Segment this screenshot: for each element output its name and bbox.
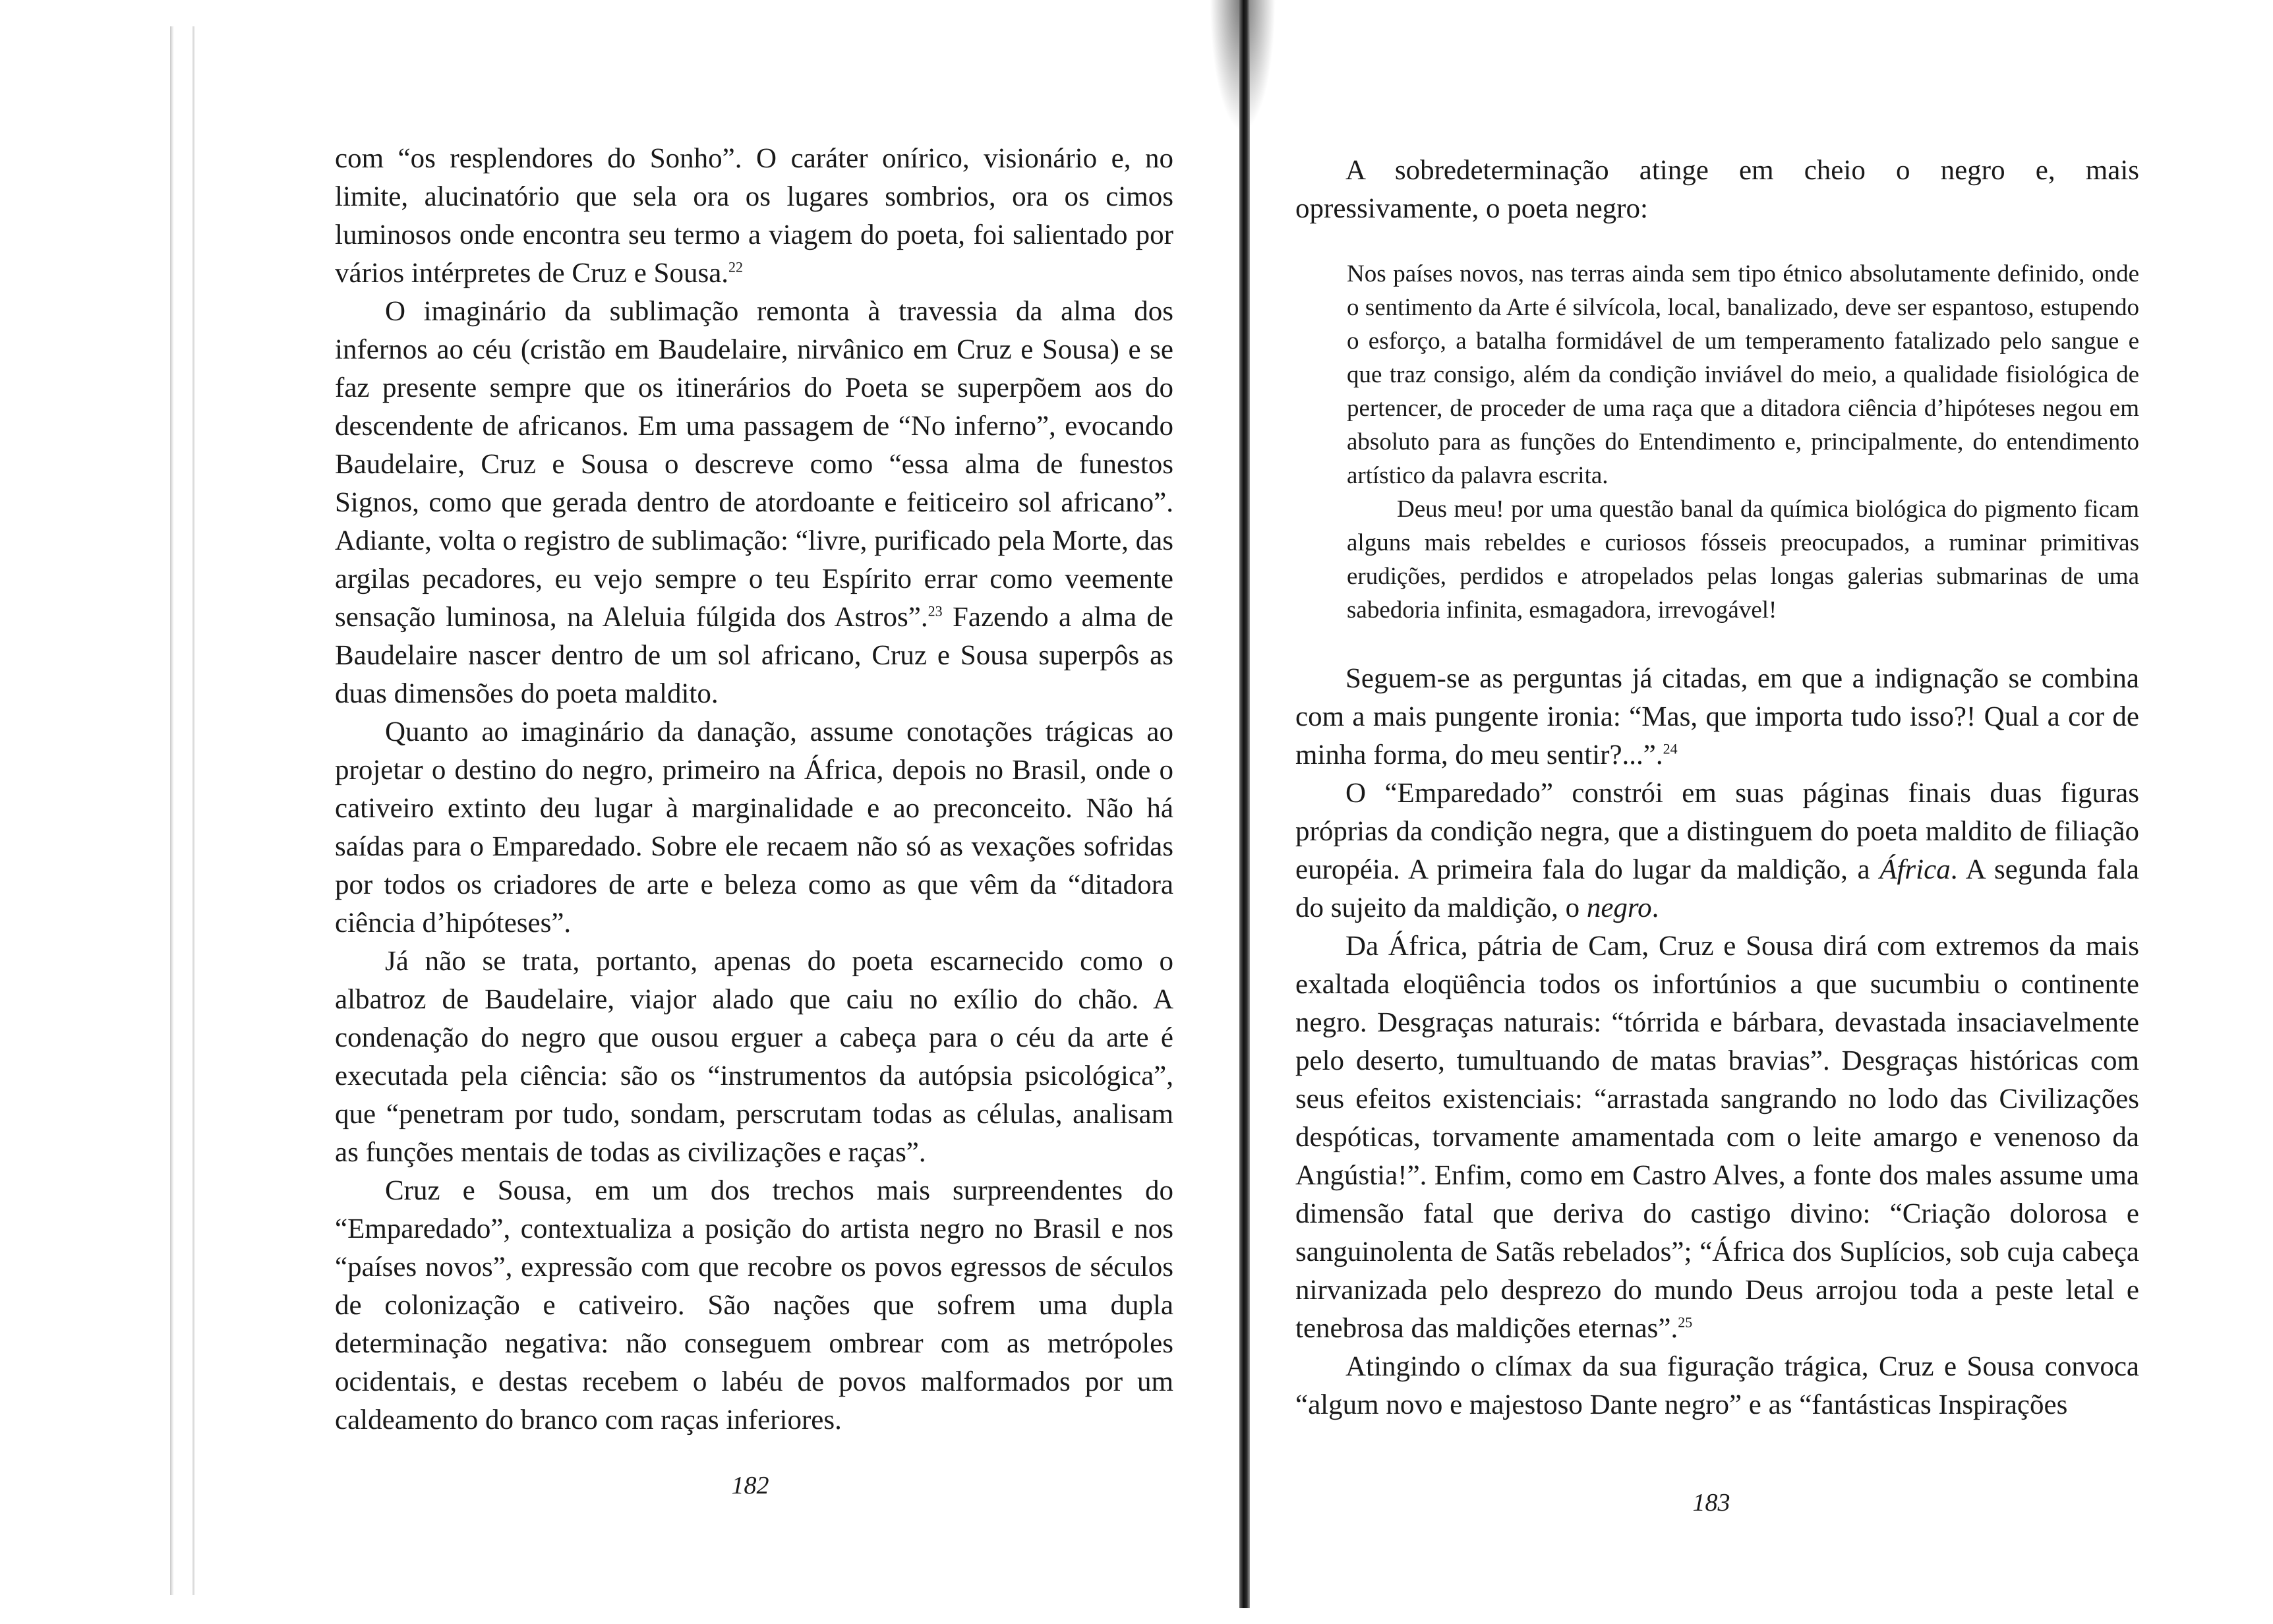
text-run: Atingindo o clímax da sua figuração trágica, Cruz e Sousa convoca “algum novo e majestoso Dante negro” e as “fantásticas Inspirações: [1295, 1351, 2139, 1420]
paragraph: [335, 942, 1173, 1172]
paragraph: [1347, 257, 2139, 492]
text-run: Já não se trata, portanto, apenas do poeta escarnecido como o albatroz de Baudelaire, viajor alado que caiu no exílio do chão. A condenação do negro que ousou erguer a cabeça para o céu da arte é executada pela ciência: são os “instrumentos da autópsia psicológica”, que “penetram por tudo, sondam, perscrutam todas as células, analisam as funções mentais de todas as civilizações e raças”.: [335, 946, 1173, 1168]
footnote-ref: 22: [728, 258, 744, 276]
paragraph: [335, 1172, 1173, 1439]
footnote-ref: 24: [1663, 740, 1678, 757]
text-run: . A segunda fala do sujeito da maldição, o: [1295, 854, 2139, 923]
italic-text: África: [1879, 854, 1951, 885]
text-run: Seguem-se as perguntas já citadas, em que a indignação se combina com a mais pungente ironia: “Mas, que importa tudo isso?! Qual a cor de minha forma, do meu sentir?...”.: [1295, 663, 2139, 770]
book-gutter: [1239, 0, 1250, 1608]
text-run: com “os resplendores do Sonho”. O caráter onírico, visionário e, no limite, alucinatório que sela ora os lugares sombrios, ora os cimos luminosos onde encontra seu termo a viagem do poeta, foi salientado por vários intérpretes de Cruz e Sousa.: [335, 143, 1173, 289]
paragraph: [1295, 927, 2139, 1348]
italic-text: negro: [1586, 892, 1652, 923]
text-run: O imaginário da sublimação remonta à travessia da alma dos infernos ao céu (cristão em Baudelaire, nirvânico em Cruz e Sousa) e se faz presente sempre que os itinerários do Poeta se superpõem aos do descendente de africanos. Em uma passagem de “No inferno”, evocando Baudelaire, Cruz e Sousa o descreve como “essa alma de funestos Signos, como que gerada dentro de atordoante e feiticeiro sol africano”. Adiante, volta o registro de sublimação: “livre, purificado pela Morte, das argilas pecadores, eu vejo sempre o teu Espírito errar como veemente sensação luminosa, na Aleluia fúlgida dos Astros”.: [335, 296, 1173, 633]
paragraph: [1295, 1348, 2139, 1424]
text-run: A sobredeterminação atinge em cheio o negro e, mais opressivamente, o poeta negro:: [1295, 155, 2139, 224]
text-run: .: [1651, 892, 1659, 923]
paragraph: [335, 140, 1173, 293]
paragraph: [335, 293, 1173, 713]
footnote-ref: 25: [1678, 1314, 1693, 1331]
right-page-body: [1295, 660, 2139, 1424]
paragraph: [1295, 774, 2139, 927]
paragraph: [335, 713, 1173, 942]
left-page-body: [335, 140, 1173, 1439]
page-number-right: 183: [1692, 1489, 1730, 1517]
page-edge-line: [192, 26, 194, 1595]
right-page: [1295, 152, 2139, 1424]
text-run: Nos países novos, nas terras ainda sem tipo étnico absolutamente definido, onde o sentimento da Arte é silvícola, local, banalizado, deve ser espantoso, estupendo o esforço, a batalha formidável de um temperamento fatalizado pelo sangue e que traz consigo, além da condição inviável do meio, a qualidade fisiológica de pertencer, de proceder de uma raça que a ditadora ciência d’hipóteses negou em absoluto para as funções do Entendimento e, principalmente, do entendimento artístico da palavra escrita.: [1347, 260, 2139, 489]
text-run: Fazendo a alma de Baudelaire nascer dentro de um sol africano, Cruz e Sousa superpôs as duas dimensões do poeta maldito.: [335, 602, 1174, 709]
text-run: Quanto ao imaginário da danação, assume conotações trágicas ao projetar o destino do negro, primeiro na África, depois no Brasil, onde o cativeiro extinto deu lugar à marginalidade e ao preconceito. Não há saídas para o Emparedado. Sobre ele recaem não só as vexações sofridas por todos os criadores de arte e beleza como as que vêm da “ditadora ciência d’hipóteses”.: [335, 716, 1173, 939]
paragraph: [1295, 152, 2139, 228]
left-page: [335, 140, 1173, 1439]
text-run: Deus meu! por uma questão banal da química biológica do pigmento ficam alguns mais rebeldes e curiosos fósseis preocupados, a ruminar primitivas erudições, perdidos e atropelados pelas longas galerias submarinas de uma sabedoria infinita, esmagadora, irrevogável!: [1347, 496, 2139, 624]
block-quote: [1347, 257, 2139, 627]
text-run: Cruz e Sousa, em um dos trechos mais surpreendentes do “Emparedado”, contextualiza a posição do artista negro no Brasil e nos “países novos”, expressão com que recobre os povos egressos de séculos de colonização e cativeiro. São nações que sofrem uma dupla determinação negativa: não conseguem ombrear com as metrópoles ocidentais, e destas recebem o labéu de povos malformados por um caldeamento do branco com raças inferiores.: [335, 1175, 1173, 1436]
text-run: Da África, pátria de Cam, Cruz e Sousa dirá com extremos da mais exaltada eloqüência todos os infortúnios a que sucumbiu o continente negro. Desgraças naturais: “tórrida e bárbara, devastada insaciavelmente pelo deserto, tumultuando de matas bravias”. Desgraças históricas com seus efeitos existenciais: “arrastada sangrando no lodo das Civilizações despóticas, torvamente amamentada com o leite amargo e venenoso da Angústia!”. Enfim, como em Castro Alves, a fonte dos males assume uma dimensão fatal que deriva do castigo divino: “Criação dolorosa e sanguinolenta de Satãs rebelados”; “África dos Suplícios, sob cuja cabeça nirvanizada pelo desprezo do mundo Deus arrojou toda a peste letal e tenebrosa das maldições eternas”.: [1295, 931, 2139, 1344]
paragraph: [1295, 660, 2139, 774]
right-page-intro: [1295, 152, 2139, 228]
page-number-left: 182: [731, 1472, 769, 1499]
text-run: O “Emparedado” constrói em suas páginas finais duas figuras próprias da condição negra, que a distinguem do poeta maldito de filiação européia. A primeira fala do lugar da maldição, a: [1295, 778, 2139, 885]
page-edge-shadow: [170, 26, 174, 1595]
paragraph: [1347, 492, 2139, 627]
footnote-ref: 23: [928, 602, 943, 620]
